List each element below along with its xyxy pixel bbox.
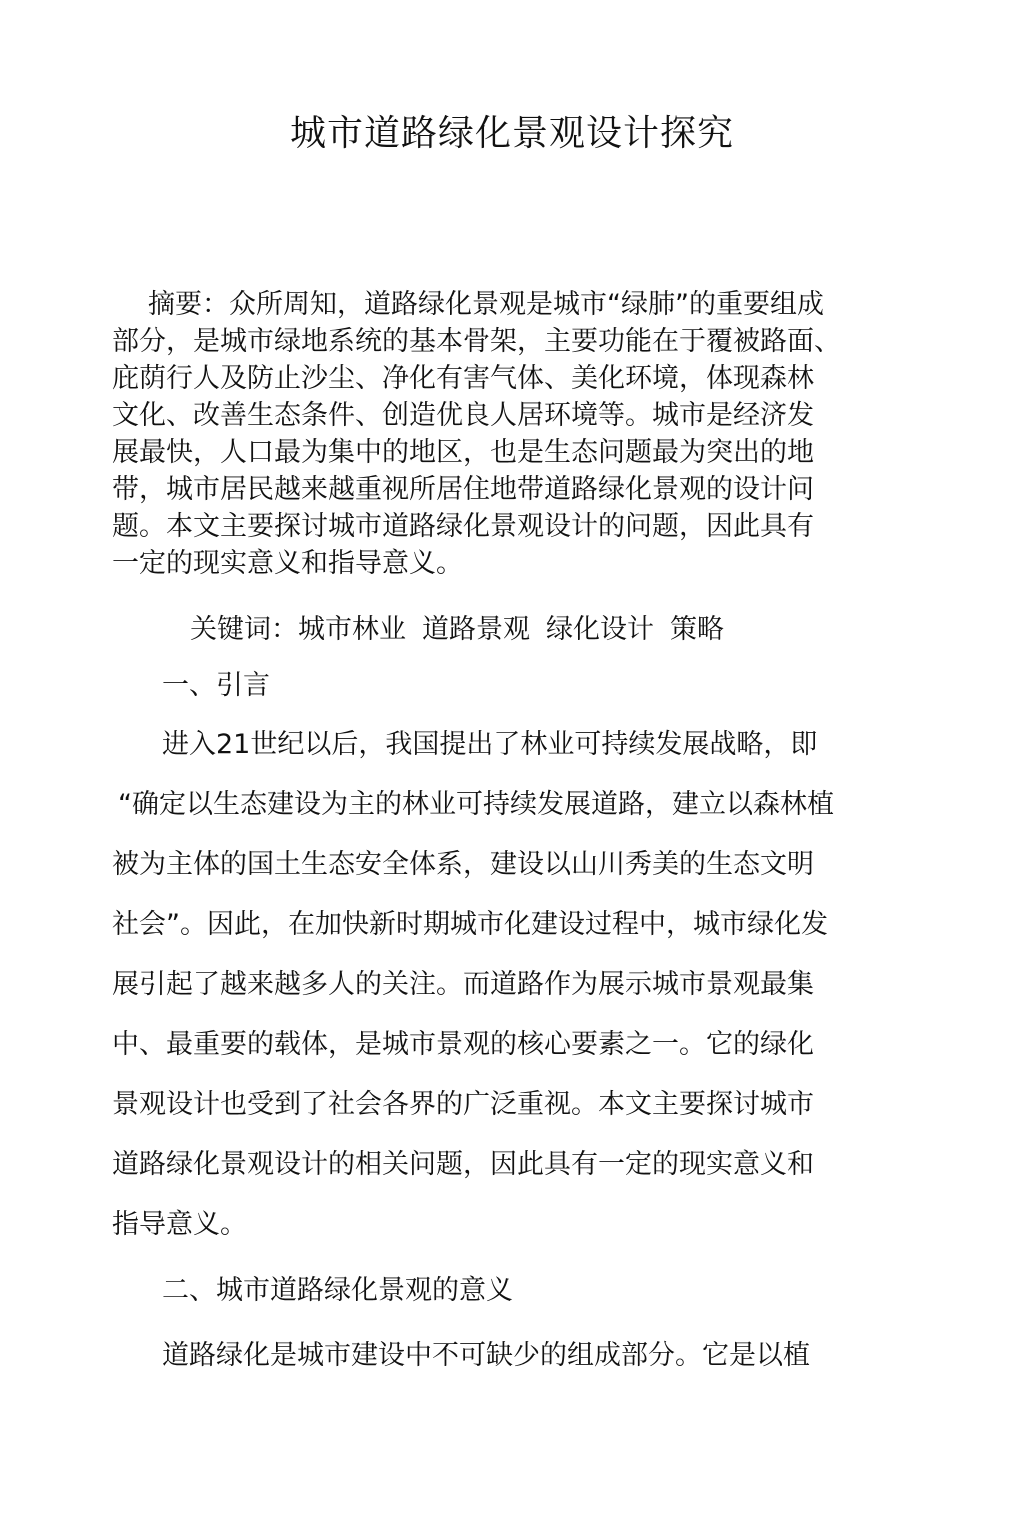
abstract-line: 部分，是城市绿地系统的基本骨架，主要功能在于覆被路面、	[112, 326, 841, 357]
abstract-line: 题。本文主要探讨城市道路绿化景观设计的问题，因此具有	[112, 511, 814, 542]
abstract-line: 一定的现实意义和指导意义。	[112, 548, 463, 579]
abstract-line: 带，城市居民越来越重视所居住地带道路绿化景观的设计问	[112, 474, 814, 505]
body-line: 社会”。因此，在加快新时期城市化建设过程中，城市绿化发	[112, 909, 828, 940]
keywords-line	[190, 612, 980, 648]
abstract-line: 摘要：众所周知，道路绿化景观是城市“绿肺”的重要组成	[148, 289, 824, 320]
body-line: 指导意义。	[112, 1209, 247, 1240]
body-line: 进入21世纪以后，我国提出了林业可持续发展战略，即	[162, 729, 818, 760]
body-line: 被为主体的国土生态安全体系，建设以山川秀美的生态文明	[112, 849, 814, 880]
document-title: 城市道路绿化景观设计探究	[289, 113, 734, 154]
section-heading: 二、城市道路绿化景观的意义	[162, 1275, 513, 1306]
keyword: 道路景观	[422, 614, 530, 645]
keyword: 策略	[670, 614, 724, 645]
body-line: 道路绿化是城市建设中不可缺少的组成部分。它是以植	[162, 1340, 810, 1371]
abstract-line: 庇荫行人及防止沙尘、净化有害气体、美化环境，体现森林	[112, 363, 814, 394]
abstract-line: 文化、改善生态条件、创造优良人居环境等。城市是经济发	[112, 400, 814, 431]
body-line: 中、最重要的载体，是城市景观的核心要素之一。它的绿化	[112, 1029, 814, 1060]
section-heading: 一、引言	[162, 670, 270, 701]
keyword: 城市林业	[298, 614, 406, 645]
keyword: 绿化设计	[546, 614, 654, 645]
keywords-label: 关键词：	[190, 614, 298, 645]
body-line: 道路绿化景观设计的相关问题，因此具有一定的现实意义和	[112, 1149, 814, 1180]
abstract-line: 展最快，人口最为集中的地区，也是生态问题最为突出的地	[112, 437, 814, 468]
body-line: 展引起了越来越多人的关注。而道路作为展示城市景观最集	[112, 969, 814, 1000]
body-line: “确定以生态建设为主的林业可持续发展道路，建立以森林植	[118, 789, 834, 820]
body-line: 景观设计也受到了社会各界的广泛重视。本文主要探讨城市	[112, 1089, 814, 1120]
